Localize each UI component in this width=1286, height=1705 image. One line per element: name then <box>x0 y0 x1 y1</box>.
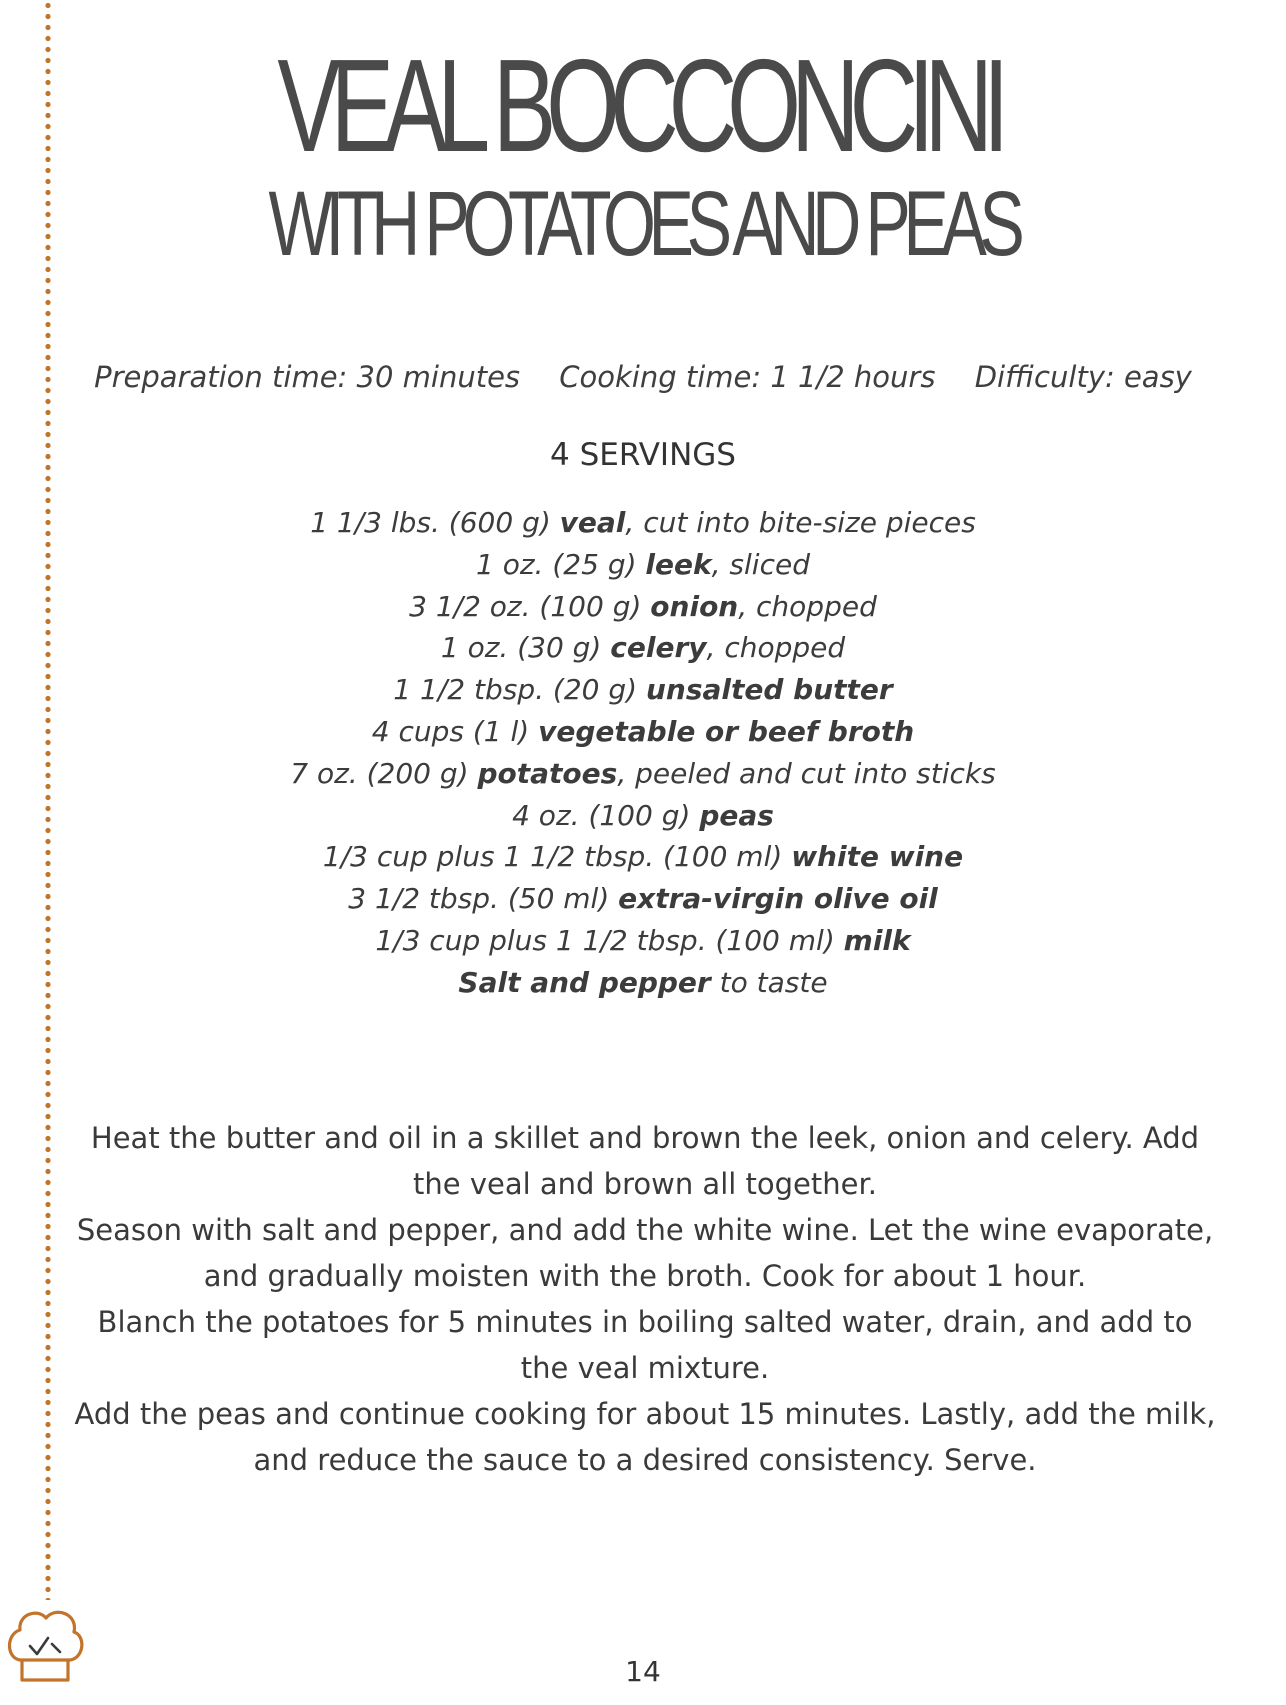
ingredient-qty: 1/3 cup plus 1 1/2 tbsp. (100 ml) <box>375 923 844 957</box>
ingredient-list <box>0 502 1286 1004</box>
recipe-title: VEAL BOCCONCINI <box>277 32 999 179</box>
ingredient-qty: 3 1/2 tbsp. (50 ml) <box>348 882 619 916</box>
ingredient-name: veal <box>559 506 626 539</box>
prep-time: Preparation time: 30 minutes <box>94 360 521 394</box>
cook-time: Cooking time: 1 1/2 hours <box>559 360 936 394</box>
servings: 4 SERVINGS <box>550 437 736 473</box>
ingredient-qty: 1 1/3 lbs. (600 g) <box>310 506 560 539</box>
recipe-meta <box>0 360 1286 394</box>
ingredient-name: onion <box>650 589 739 623</box>
ingredient-note: , chopped <box>738 589 877 623</box>
ingredient-qty: 1 oz. (25 g) <box>476 547 646 581</box>
chef-hat-icon <box>4 1600 84 1686</box>
method-step: Add the peas and continue cooking for about 15 minutes. Lastly, add the milk, and reduce the sauce to a desired consistency. Serve. <box>74 1397 1216 1477</box>
ingredient-note: to taste <box>710 965 828 999</box>
method-steps <box>70 1115 1220 1483</box>
ingredient-item <box>0 711 1286 753</box>
ingredient-note: , chopped <box>706 631 846 665</box>
ingredient-note: , sliced <box>711 547 810 581</box>
ingredient-item <box>0 836 1286 878</box>
ingredient-qty: 1/3 cup plus 1 1/2 tbsp. (100 ml) <box>322 840 792 874</box>
ingredient-name: celery <box>610 631 707 665</box>
ingredient-item <box>0 962 1286 1004</box>
ingredient-qty: 7 oz. (200 g) <box>290 756 478 790</box>
ingredient-item <box>0 753 1286 795</box>
ingredient-name: white wine <box>791 840 964 874</box>
ingredient-item <box>0 920 1286 962</box>
page-number: 14 <box>625 1655 661 1688</box>
ingredient-note: , peeled and cut into sticks <box>617 756 996 790</box>
recipe-title-block <box>0 32 1286 275</box>
ingredient-name: extra-virgin olive oil <box>618 882 938 916</box>
ingredient-item <box>0 502 1286 544</box>
ingredient-name: potatoes <box>477 756 618 790</box>
ingredient-qty: 4 oz. (100 g) <box>512 798 700 832</box>
ingredient-name: Salt and pepper <box>458 965 711 999</box>
ingredient-item <box>0 669 1286 711</box>
ingredient-name: vegetable or beef broth <box>538 714 915 748</box>
ingredient-name: peas <box>699 798 774 832</box>
ingredient-name: unsalted butter <box>645 673 893 707</box>
ingredient-note: , cut into bite-size pieces <box>625 506 976 539</box>
ingredient-item <box>0 795 1286 837</box>
ingredient-item <box>0 627 1286 669</box>
method-step: Season with salt and pepper, and add the white wine. Let the wine evaporate, and gradually moisten with the broth. Cook for about 1 hour. <box>76 1213 1214 1293</box>
ingredient-item <box>0 878 1286 920</box>
ingredient-item <box>0 586 1286 628</box>
ingredient-item <box>0 544 1286 586</box>
ingredient-qty: 1 oz. (30 g) <box>440 631 611 665</box>
difficulty: Difficulty: easy <box>974 360 1192 394</box>
ingredient-qty: 1 1/2 tbsp. (20 g) <box>393 673 646 707</box>
ingredient-qty: 3 1/2 oz. (100 g) <box>409 589 651 623</box>
method-step: Heat the butter and oil in a skillet and brown the leek, onion and celery. Add the veal and brown all together. <box>90 1121 1200 1201</box>
method-step: Blanch the potatoes for 5 minutes in boiling salted water, drain, and add to the veal mixture. <box>97 1305 1193 1385</box>
ingredient-name: leek <box>645 547 712 581</box>
recipe-subtitle: WITH POTATOES AND PEAS <box>268 173 1018 275</box>
ingredient-qty: 4 cups (1 l) <box>371 714 539 748</box>
ingredient-name: milk <box>843 923 911 957</box>
